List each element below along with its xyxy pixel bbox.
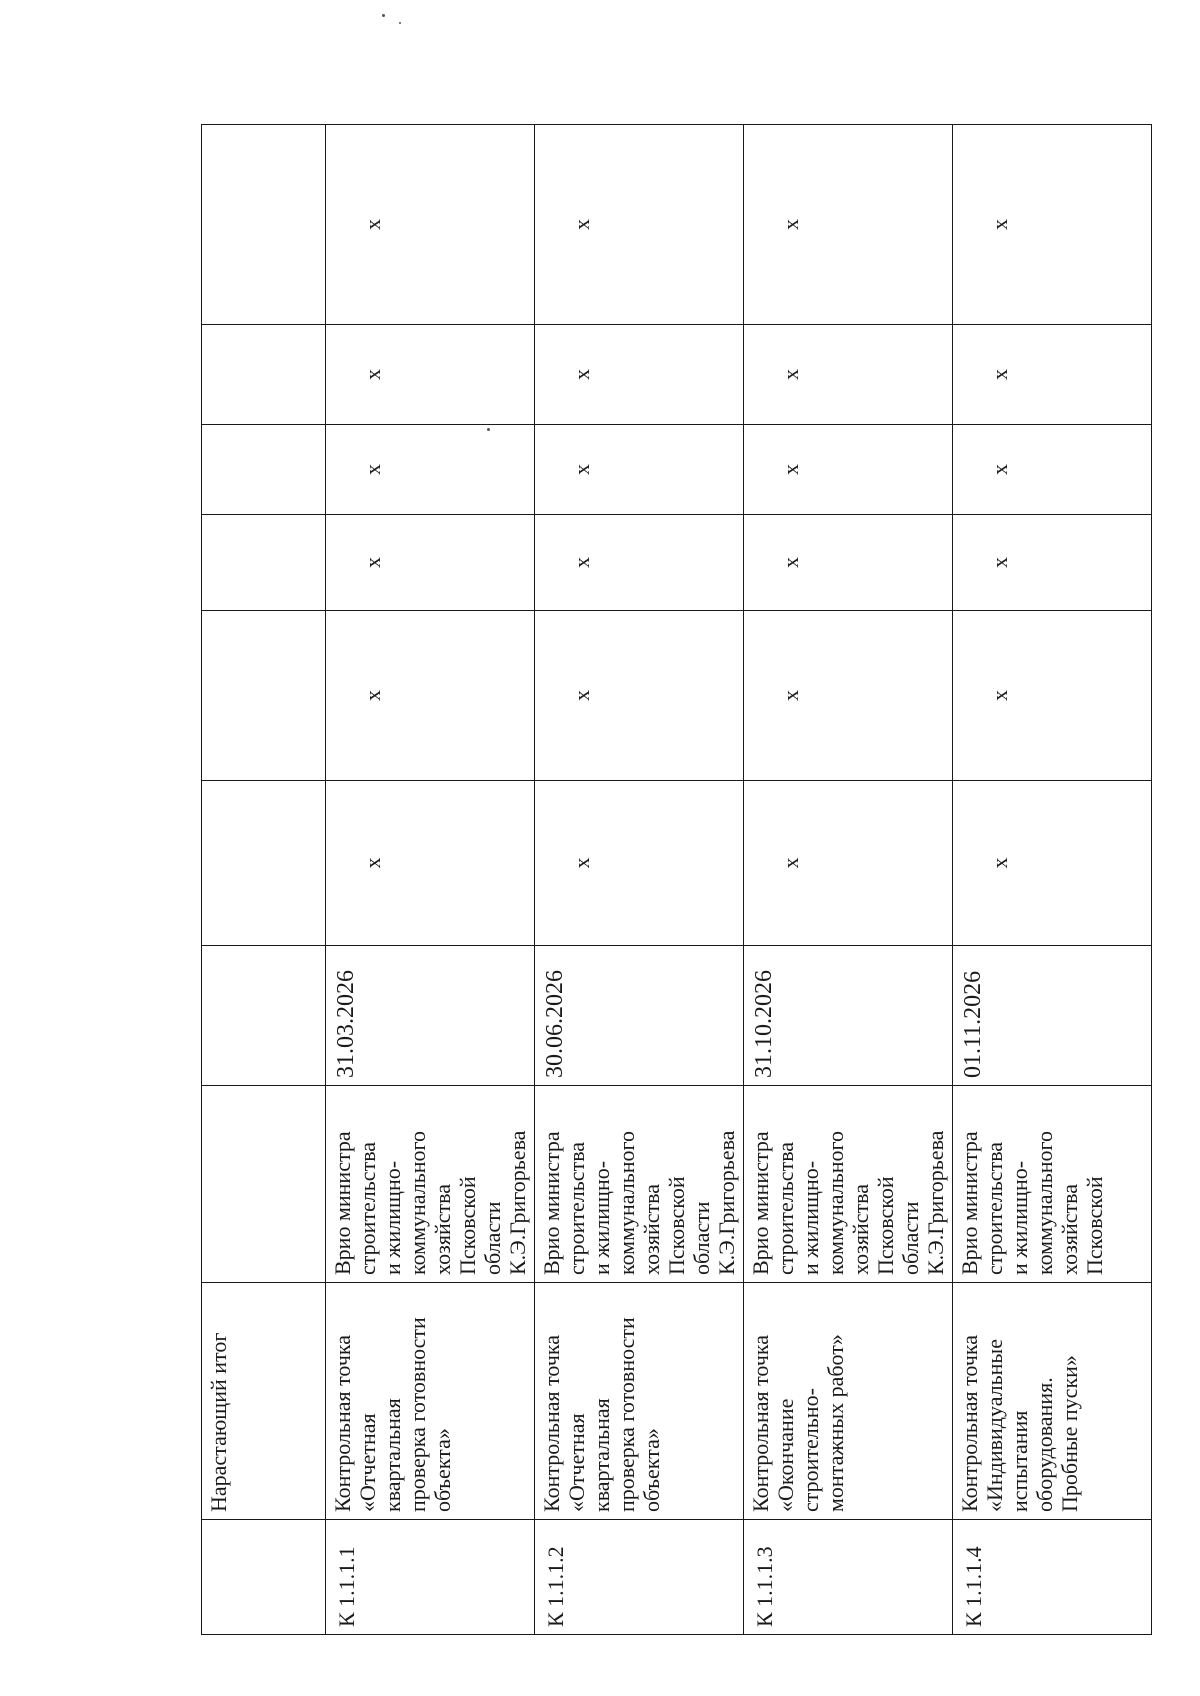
row-mark: x — [326, 611, 535, 781]
row-mark: x — [535, 611, 744, 781]
row-code: К 1.1.1.4 — [953, 1520, 1152, 1635]
row-mark: x — [535, 515, 744, 611]
row-mark: x — [326, 781, 535, 946]
row-mark: x — [326, 125, 535, 325]
summary-row — [202, 125, 326, 1635]
summary-cell — [202, 425, 326, 515]
table-row — [953, 125, 1152, 1635]
row-responsible: Врио министра строительства и жилищно- коммунального хозяйства Псковской области К.Э.Григорьева — [744, 1086, 953, 1283]
row-code: К 1.1.1.3 — [744, 1520, 953, 1635]
row-mark: x — [326, 425, 535, 515]
scan-speck — [399, 22, 401, 24]
row-mark: x — [953, 515, 1152, 611]
summary-cell — [202, 125, 326, 325]
row-responsible: Врио министра строительства и жилищно- коммунального хозяйства Псковской области К.Э.Григорьева — [326, 1086, 535, 1283]
row-responsible-cell — [953, 1086, 1152, 1283]
row-mark: x — [744, 515, 953, 611]
table-row — [535, 125, 744, 1635]
table-row — [744, 125, 953, 1635]
row-mark: x — [953, 325, 1152, 425]
summary-label-cell — [202, 1283, 326, 1520]
summary-label: Нарастающий итог — [206, 1332, 231, 1512]
row-mark: x — [326, 515, 535, 611]
summary-code-cell — [202, 1520, 326, 1635]
row-mark: x — [744, 611, 953, 781]
plan-table — [201, 124, 1152, 1635]
row-date: 31.03.2026 — [326, 946, 535, 1086]
row-date: 31.10.2026 — [744, 946, 953, 1086]
row-code: К 1.1.1.2 — [535, 1520, 744, 1635]
summary-cell — [202, 1086, 326, 1283]
row-mark: x — [744, 781, 953, 946]
row-mark: x — [535, 781, 744, 946]
row-name: Контрольная точка «Отчетная квартальная проверка готовности объекта» — [326, 1283, 535, 1520]
row-mark: x — [744, 125, 953, 325]
row-mark: x — [535, 325, 744, 425]
row-date: 30.06.2026 — [535, 946, 744, 1086]
row-mark: x — [535, 125, 744, 325]
row-mark: x — [744, 425, 953, 515]
row-mark: x — [535, 425, 744, 515]
rotated-table-sheet — [201, 125, 1121, 1635]
summary-cell — [202, 946, 326, 1086]
table-row — [326, 125, 535, 1635]
row-code: К 1.1.1.1 — [326, 1520, 535, 1635]
row-mark: x — [953, 425, 1152, 515]
row-mark: x — [953, 781, 1152, 946]
summary-cell — [202, 515, 326, 611]
scan-speck — [382, 14, 385, 17]
row-responsible: Врио министра строительства и жилищно- коммунального хозяйства Псковской — [957, 1131, 1107, 1275]
row-date: 01.11.2026 — [953, 946, 1152, 1086]
row-mark: x — [744, 325, 953, 425]
row-mark: x — [953, 611, 1152, 781]
row-mark: x — [326, 325, 535, 425]
summary-cell — [202, 781, 326, 946]
summary-cell — [202, 611, 326, 781]
row-responsible: Врио министра строительства и жилищно- коммунального хозяйства Псковской области К.Э.Григорьева — [535, 1086, 744, 1283]
row-mark: x — [953, 125, 1152, 325]
row-name: Контрольная точка «Отчетная квартальная проверка готовности объекта» — [535, 1283, 744, 1520]
row-name: Контрольная точка «Окончание строительно- монтажных работ» — [744, 1283, 953, 1520]
summary-cell — [202, 325, 326, 425]
row-name: Контрольная точка «Индивидуальные испытания оборудования. Пробные пуски» — [953, 1283, 1152, 1520]
